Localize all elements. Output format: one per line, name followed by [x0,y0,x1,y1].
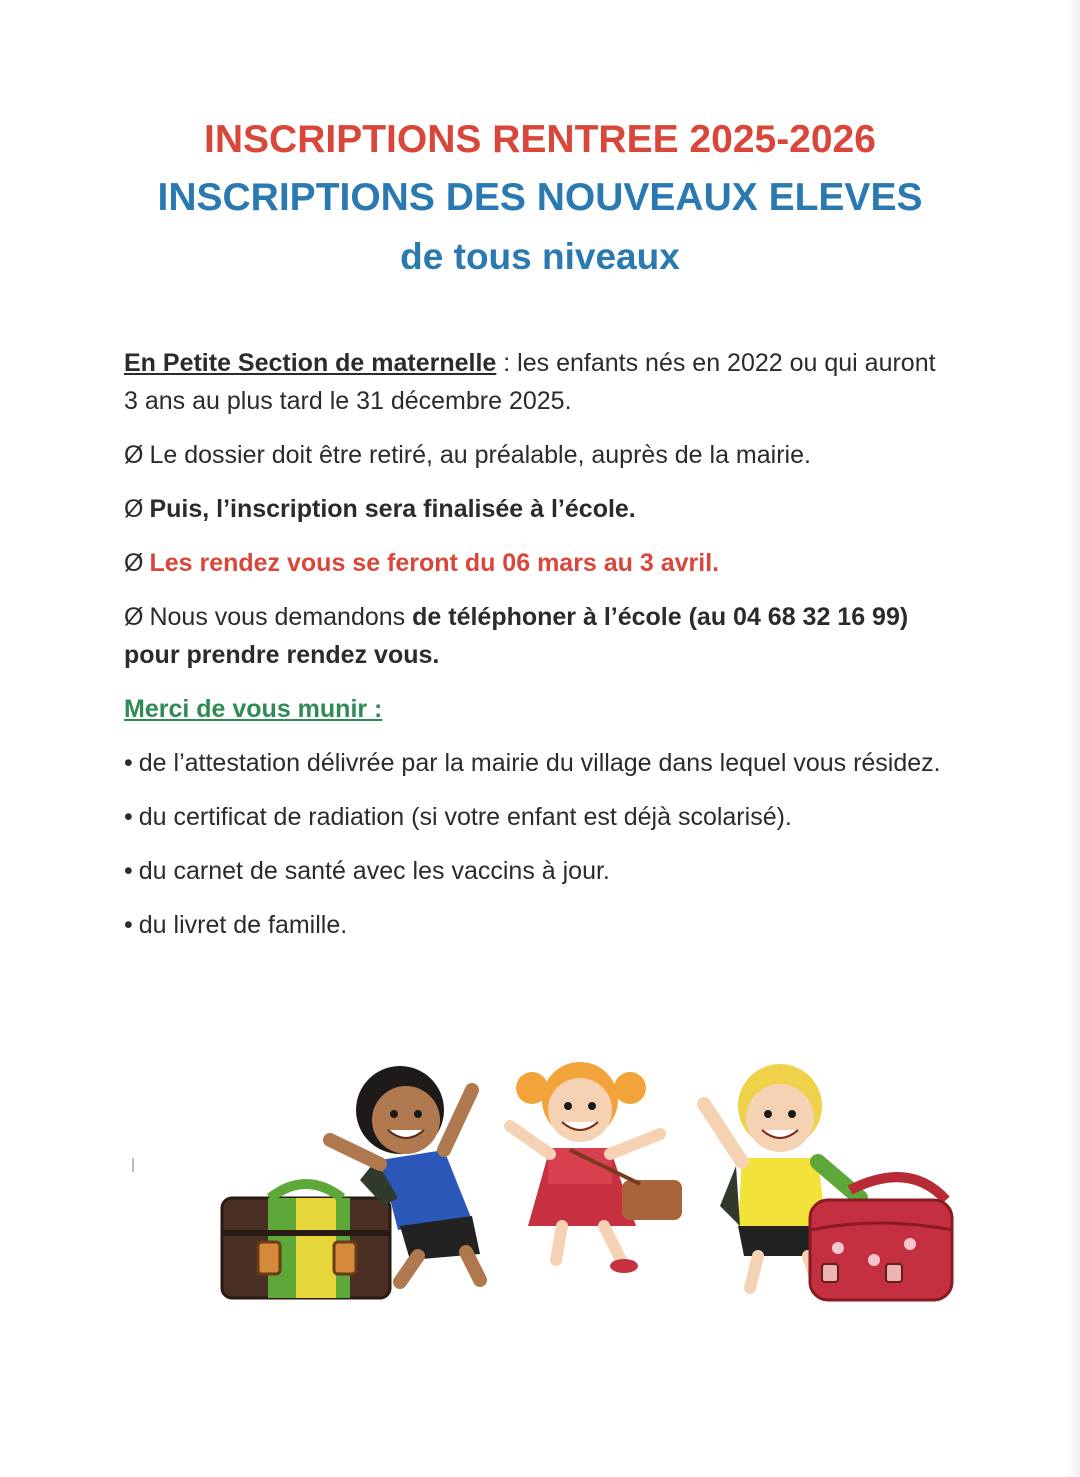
title-rentree: INSCRIPTIONS RENTREE 2025-2026 [204,118,876,161]
bullet-dot-icon: • [124,803,133,831]
document-item-text: du livret de famille. [138,911,348,939]
schoolbag-right-icon [810,1177,952,1300]
arrow-bullet-icon: Ø [124,549,144,577]
children-with-schoolbags-illustration [210,1030,970,1310]
title-nouveaux-eleves: INSCRIPTIONS DES NOUVEAUX ELEVES [157,176,923,219]
intro-label: En Petite Section de maternelle [124,349,497,377]
step-1-text: Le dossier doit être retiré, au préalable, auprès de la mairie. [149,441,811,469]
document-item [124,744,954,782]
step-2 [124,490,954,528]
document-item [124,852,954,890]
step-2-text: Puis, l’inscription sera finalisée à l’école. [149,495,636,523]
title-block [0,112,1080,286]
arrow-bullet-icon: Ø [124,495,144,523]
document-item-text: de l’attestation délivrée par la mairie du village dans lequel vous résidez. [138,749,941,777]
document-item [124,906,954,944]
bullet-dot-icon: • [124,857,133,885]
step-3-text: Les rendez vous se feront du 06 mars au 3 avril. [149,549,720,577]
flyer-body [124,344,954,960]
step-4 [124,598,954,674]
arrow-bullet-icon: Ø [124,441,144,469]
step-3 [124,544,954,582]
documents-heading [124,690,954,728]
scan-mark [132,1158,134,1172]
intro-text: : les enfants nés en 2022 ou qui auront 3 ans au plus tard le 31 décembre 2025. [124,349,936,415]
document-item [124,798,954,836]
step-4-prefix: Nous vous demandons [149,603,413,631]
bullet-dot-icon: • [124,749,133,777]
arrow-bullet-icon: Ø [124,603,144,631]
document-item-text: du certificat de radiation (si votre enfant est déjà scolarisé). [138,803,792,831]
bullet-dot-icon: • [124,911,133,939]
child-girl-red-icon [510,1062,682,1273]
document-item-text: du carnet de santé avec les vaccins à jour. [138,857,610,885]
documents-heading-text: Merci de vous munir : [124,695,383,723]
intro-paragraph [124,344,954,420]
step-4-bold: de téléphoner à l’école (au 04 68 32 16 99) pour prendre rendez vous. [124,603,909,669]
title-tous-niveaux: de tous niveaux [400,236,680,277]
step-1 [124,436,954,474]
schoolbag-left-icon [222,1184,390,1298]
